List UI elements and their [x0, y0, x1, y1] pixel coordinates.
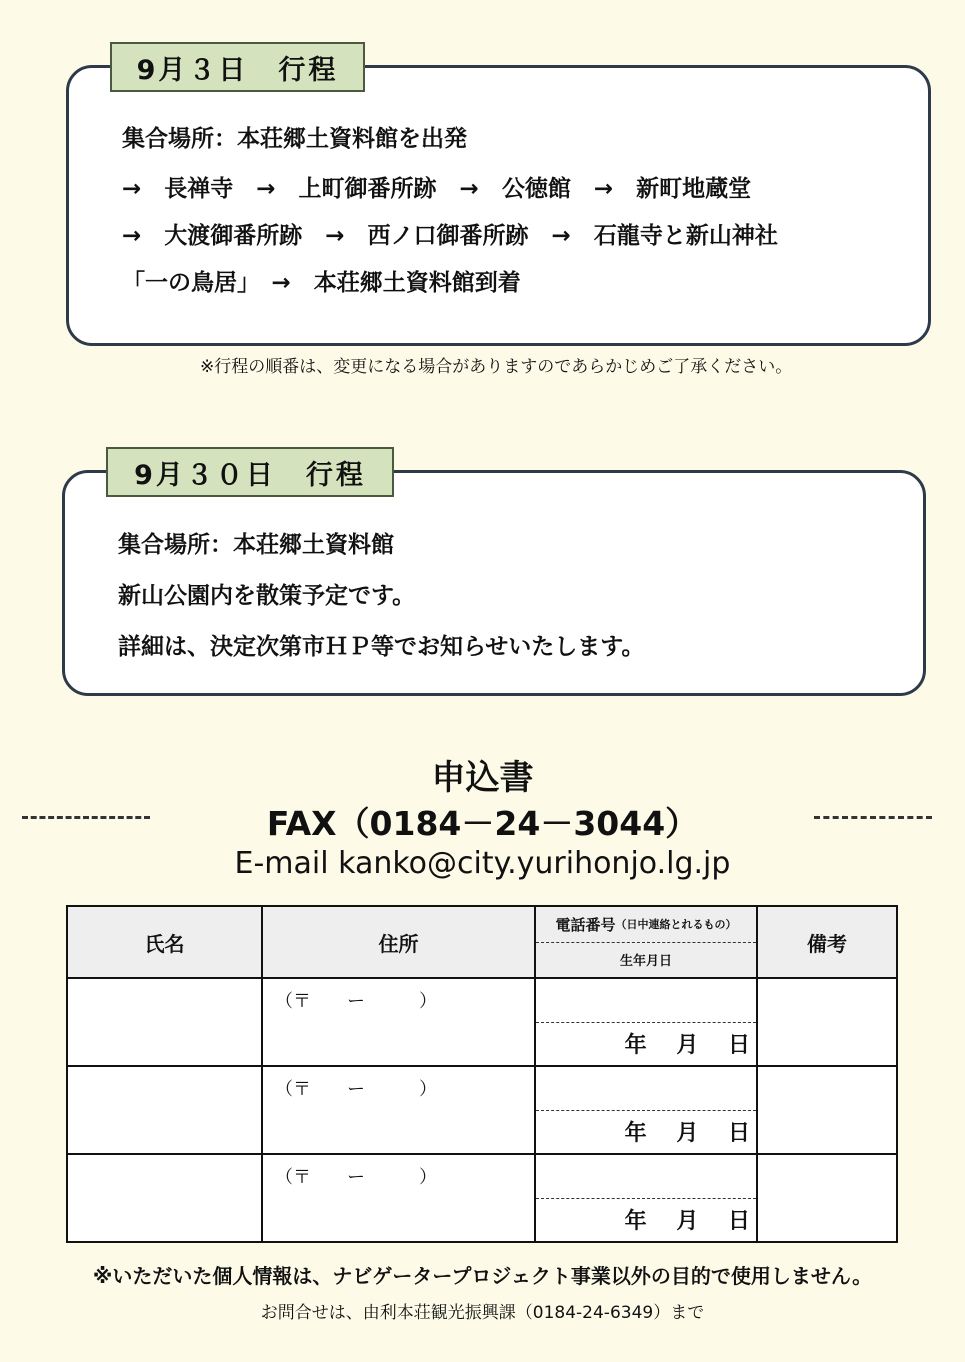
- remarks-field[interactable]: [757, 978, 897, 1066]
- header-birth: 生年月日: [536, 942, 756, 978]
- zip-template: （〒 ー ）: [275, 1079, 437, 1100]
- privacy-note: ※いただいた個人情報は、ナビゲータープロジェクト事業以外の目的で使用しません。: [92, 1264, 873, 1288]
- name-field[interactable]: [67, 978, 262, 1066]
- address-field[interactable]: [262, 1066, 535, 1154]
- sep30-line-3: 詳細は、決定次第市ＨＰ等でお知らせいたします。: [118, 634, 645, 660]
- phone-birth-field[interactable]: [535, 978, 757, 1066]
- address-field[interactable]: [262, 1154, 535, 1242]
- itinerary-line-1: 集合場所：本荘郷土資料館を出発: [122, 126, 467, 152]
- remarks-field[interactable]: [757, 1154, 897, 1242]
- itinerary-note: ※行程の順番は、変更になる場合がありますのであらかじめご了承ください。: [200, 357, 793, 377]
- table-row: [67, 978, 897, 1066]
- phone-field[interactable]: [536, 1067, 756, 1111]
- header-phone-birth: [535, 906, 757, 978]
- header-remarks: 備考: [757, 906, 897, 978]
- name-field[interactable]: [67, 1066, 262, 1154]
- application-form-table: [66, 905, 898, 1243]
- header-name: 氏名: [67, 906, 262, 978]
- itinerary-tab-sep3: 9月３日 行程: [110, 42, 365, 92]
- table-row: [67, 1154, 897, 1242]
- email-address[interactable]: E-mail kanko@city.yurihonjo.lg.jp: [234, 846, 731, 881]
- name-field[interactable]: [67, 1154, 262, 1242]
- birth-date-field[interactable]: 年 月 日: [624, 1121, 750, 1147]
- header-address: 住所: [262, 906, 535, 978]
- fax-number: FAX（0184－24－3044）: [266, 804, 699, 843]
- itinerary-tab-sep30: 9月３０日 行程: [106, 447, 394, 497]
- address-field[interactable]: [262, 978, 535, 1066]
- header-phone: 電話番号: [555, 915, 616, 934]
- itinerary-line-4: 「一の鳥居」 → 本荘郷土資料館到着: [122, 270, 521, 296]
- itinerary-box-sep3: [66, 65, 931, 346]
- phone-birth-field[interactable]: [535, 1066, 757, 1154]
- table-row: [67, 1066, 897, 1154]
- table-header-row: [67, 906, 897, 978]
- birth-date-field[interactable]: 年 月 日: [624, 1209, 750, 1235]
- phone-field[interactable]: [536, 1155, 756, 1199]
- sep30-line-1: 集合場所：本荘郷土資料館: [118, 532, 394, 558]
- itinerary-line-2: → 長禅寺 → 上町御番所跡 → 公徳館 → 新町地蔵堂: [122, 176, 752, 202]
- itinerary-line-3: → 大渡御番所跡 → 西ノ口御番所跡 → 石龍寺と新山神社: [122, 223, 778, 249]
- phone-birth-field[interactable]: [535, 1154, 757, 1242]
- sep30-line-2: 新山公園内を散策予定です。: [118, 583, 416, 609]
- header-phone-note: （日中連絡とれるもの）: [615, 918, 737, 932]
- zip-template: （〒 ー ）: [275, 1167, 437, 1188]
- application-title: 申込書: [431, 758, 534, 798]
- birth-date-field[interactable]: 年 月 日: [624, 1033, 750, 1059]
- remarks-field[interactable]: [757, 1066, 897, 1154]
- contact-note: お問合せは、由利本荘観光振興課（0184-24-6349）まで: [260, 1303, 705, 1323]
- zip-template: （〒 ー ）: [275, 991, 437, 1012]
- phone-field[interactable]: [536, 979, 756, 1023]
